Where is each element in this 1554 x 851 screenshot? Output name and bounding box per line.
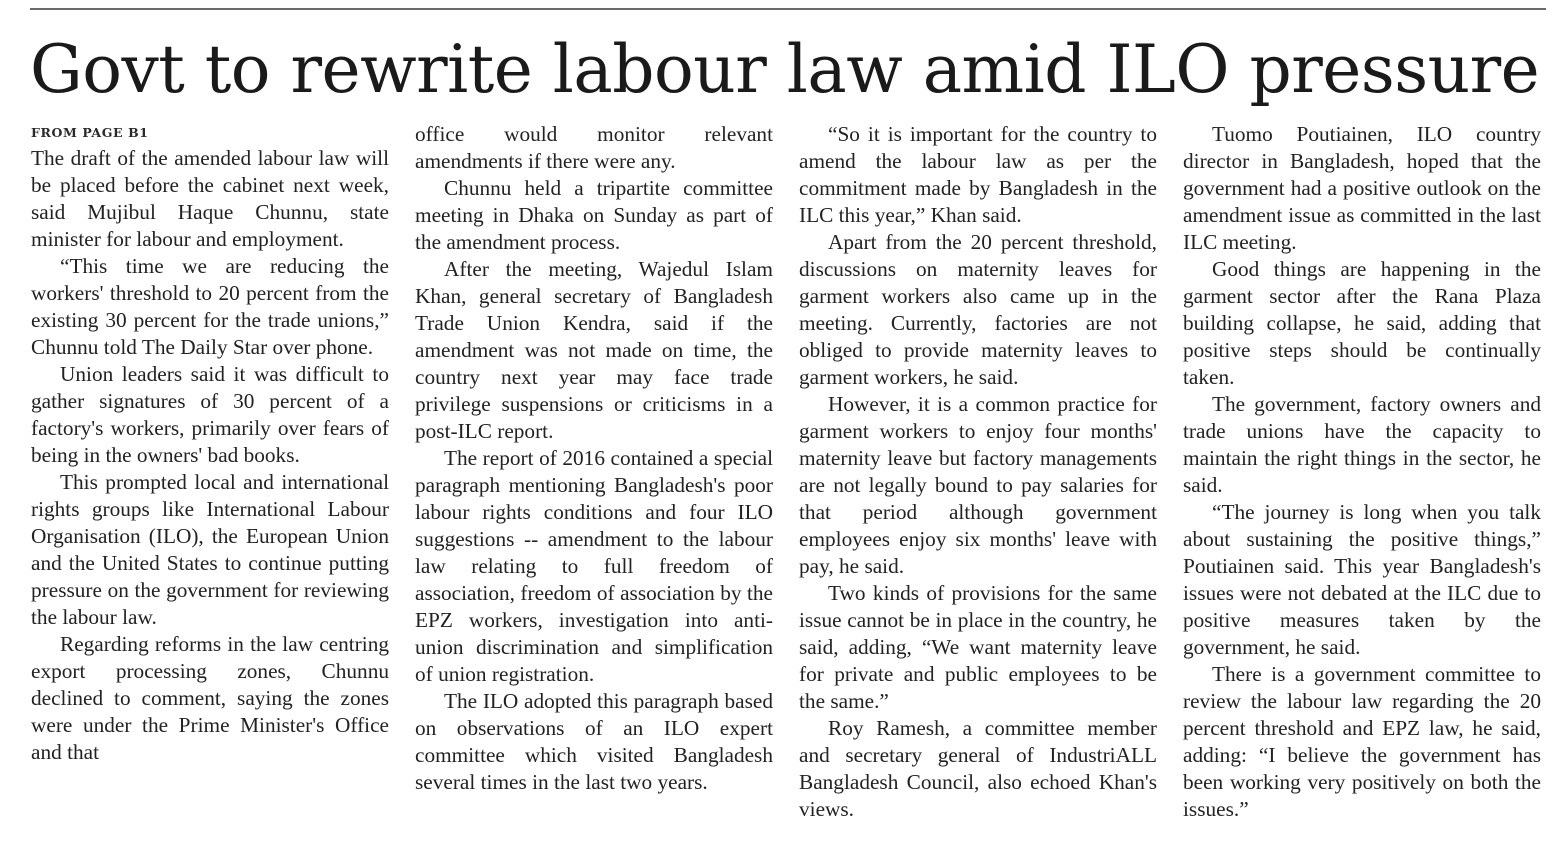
article-paragraph: The ILO adopted this paragraph based on observations of an ILO expert committee which visited Bangladesh several times in the last two years. [415, 689, 773, 794]
article-column-3 [799, 121, 1157, 823]
article-paragraph: However, it is a common practice for garment workers to enjoy four months' maternity leave but factory managements are not legally bound to pay salaries for that period although government employees enjoy six months' leave with pay, he said. [799, 392, 1157, 578]
top-rule [30, 8, 1546, 10]
article-paragraph: Tuomo Poutiainen, ILO country director in Bangladesh, hoped that the government had a positive outlook on the amendment issue as committed in the last ILC meeting. [1183, 122, 1541, 254]
article-paragraph: This prompted local and international rights groups like International Labour Organisation (ILO), the European Union and the United States to continue putting pressure on the government for reviewing the labour law. [31, 470, 389, 629]
article-paragraph: Apart from the 20 percent threshold, discussions on maternity leaves for garment workers also came up in the meeting. Currently, factories are not obliged to provide maternity leaves to garment workers, he said. [799, 230, 1157, 389]
article-paragraph: Good things are happening in the garment sector after the Rana Plaza building collapse, he said, adding that positive steps should be continually taken. [1183, 257, 1541, 389]
article-paragraph: The report of 2016 contained a special paragraph mentioning Bangladesh's poor labour rights conditions and four ILO suggestions -- amendment to the labour law relating to full freedom of association, freedom of association by the EPZ workers, investigation into anti-union discrimination and simplification of union registration. [415, 446, 773, 686]
article-paragraph: The draft of the amended labour law will be placed before the cabinet next week, said Mujibul Haque Chunnu, state minister for labour and employment. [31, 146, 389, 251]
article-paragraph: Union leaders said it was difficult to gather signatures of 30 percent of a factory's workers, primarily over fears of being in the owners' bad books. [31, 362, 389, 467]
article-paragraph: Regarding reforms in the law centring export processing zones, Chunnu declined to comment, saying the zones were under the Prime Minister's Office and that [31, 632, 389, 764]
article-paragraph: “The journey is long when you talk about sustaining the positive things,” Poutiainen said. This year Bangladesh's issues were not debated at the ILC due to positive measures taken by the government, he said. [1183, 500, 1541, 659]
article-paragraph: Two kinds of provisions for the same issue cannot be in place in the country, he said, adding, “We want maternity leave for private and public employees to be the same.” [799, 581, 1157, 713]
article-column-1 [31, 121, 389, 766]
article-paragraph: “So it is important for the country to amend the labour law as per the commitment made by Bangladesh in the ILC this year,” Khan said. [799, 122, 1157, 227]
article-paragraph: Chunnu held a tripartite committee meeting in Dhaka on Sunday as part of the amendment process. [415, 176, 773, 254]
jump-line: FROM PAGE B1 [31, 125, 149, 140]
article-paragraph: office would monitor relevant amendments if there were any. [415, 122, 773, 173]
article-column-4 [1183, 121, 1541, 823]
article-column-2 [415, 121, 773, 796]
article-paragraph: Roy Ramesh, a committee member and secretary general of IndustriALL Bangladesh Council, also echoed Khan's views. [799, 716, 1157, 821]
article-paragraph: “This time we are reducing the workers' threshold to 20 percent from the existing 30 percent for the trade unions,” Chunnu told The Daily Star over phone. [31, 254, 389, 359]
article-paragraph: There is a government committee to review the labour law regarding the 20 percent threshold and EPZ law, he said, adding: “I believe the government has been working very positively on both the issues.” [1183, 662, 1541, 821]
article-paragraph: The government, factory owners and trade unions have the capacity to maintain the right things in the sector, he said. [1183, 392, 1541, 497]
article-paragraph: After the meeting, Wajedul Islam Khan, general secretary of Bangladesh Trade Union Kendra, said if the amendment was not made on time, the country next year may face trade privilege suspensions or criticisms in a post-ILC report. [415, 257, 773, 443]
headline: Govt to rewrite labour law amid ILO pressure [30, 31, 1540, 108]
